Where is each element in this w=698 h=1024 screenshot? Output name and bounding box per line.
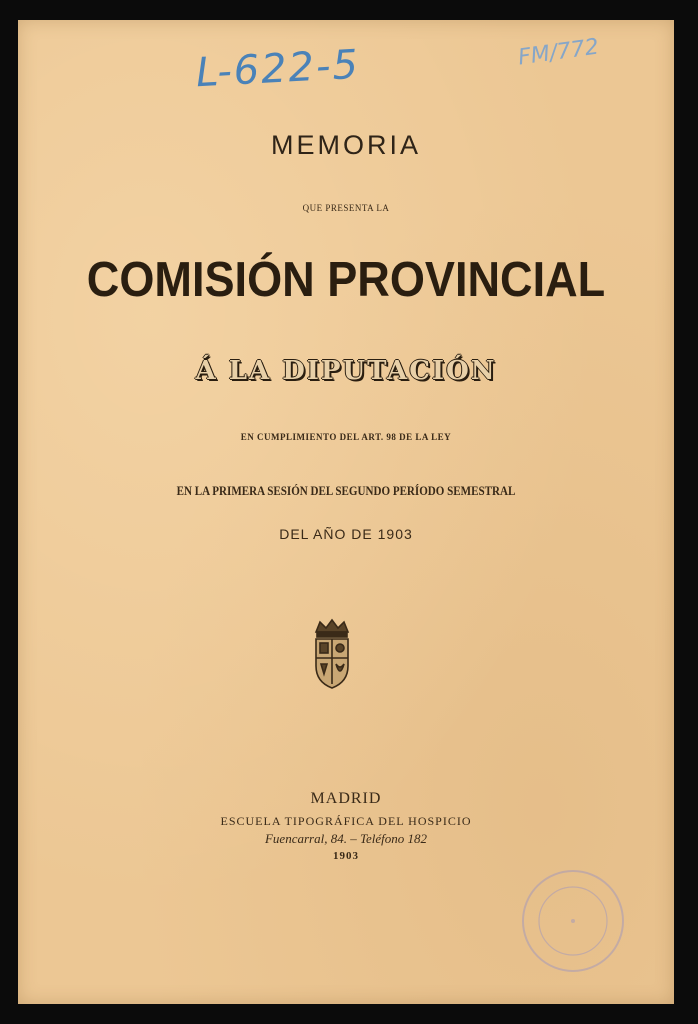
legal-basis-line: EN CUMPLIMIENTO DEL ART. 98 DE LA LEY xyxy=(240,432,452,442)
imprint-year: 1903 xyxy=(333,850,359,862)
session-line: EN LA PRIMERA SESIÓN DEL SEGUNDO PERÍODO SEMESTRAL xyxy=(176,483,516,498)
imprint-address: Fuencarral, 84. – Teléfono 182 xyxy=(264,831,427,846)
imprint-city: MADRID xyxy=(310,790,382,807)
handwritten-shelfmark: L-622-5 xyxy=(194,41,361,97)
institution-heading: COMISIÓN PROVINCIAL xyxy=(86,253,606,307)
library-stamp-icon xyxy=(520,868,626,974)
coat-of-arms-icon xyxy=(308,618,356,690)
handwritten-fm-number: FM/772 xyxy=(516,34,601,71)
document-page xyxy=(18,20,674,1004)
imprint-printer: ESCUELA TIPOGRÁFICA DEL HOSPICIO xyxy=(220,814,472,828)
document-title: MEMORIA xyxy=(270,130,421,160)
recipient-heading: Á LA DIPUTACIÓN xyxy=(195,356,497,386)
year-line: DEL AÑO DE 1903 xyxy=(279,526,413,542)
presented-by-line: QUE PRESENTA LA xyxy=(302,203,390,213)
